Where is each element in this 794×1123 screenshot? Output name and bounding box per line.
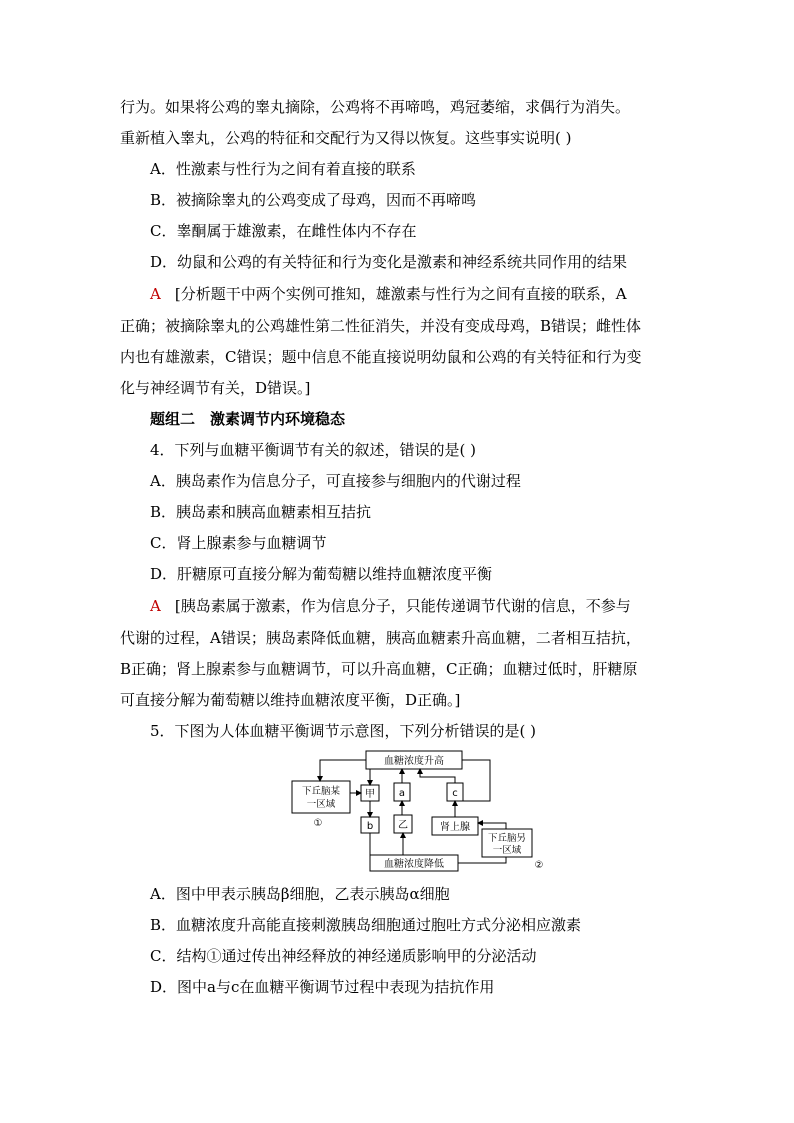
q5-option-b: B．血糖浓度升高能直接刺激胰岛细胞通过胞吐方式分泌相应激素 xyxy=(150,916,582,934)
hyp2-label-1: 下丘脑另 xyxy=(487,833,527,844)
hyp1-label-1: 下丘脑某 xyxy=(301,786,341,797)
q3-option-d: D．幼鼠和公鸡的有关特征和行为变化是激素和神经系统共同作用的结果 xyxy=(150,253,628,271)
b-label: b xyxy=(366,821,374,832)
q3-explanation-line-1 xyxy=(150,284,627,304)
q5-option-d: D．图中a与c在血糖平衡调节过程中表现为拮抗作用 xyxy=(150,978,495,996)
adrenal-label: 肾上腺 xyxy=(440,822,470,833)
q3-explanation-line-3: 内也有雄激素，C错误；题中信息不能直接说明幼鼠和公鸡的有关特征和行为变 xyxy=(120,348,642,366)
bottom-label: 血糖浓度降低 xyxy=(384,859,444,870)
hyp1-label-2: 一区域 xyxy=(306,799,336,810)
q3-stem-line-1: 行为。如果将公鸡的睾丸摘除，公鸡将不再啼鸣，鸡冠萎缩，求偶行为消失。 xyxy=(120,98,631,116)
hyp2-number: ② xyxy=(534,860,544,871)
q3-stem-line-2: 重新植入睾丸，公鸡的特征和交配行为又得以恢复。这些事实说明( ) xyxy=(120,129,572,147)
q3-answer: A xyxy=(150,285,161,303)
a-label: a xyxy=(398,788,406,799)
c-label: c xyxy=(452,788,458,799)
q3-explanation-text: [分析题干中两个实例可推知，雄激素与性行为之间有直接的联系，A xyxy=(174,285,627,303)
q4-option-c: C．肾上腺素参与血糖调节 xyxy=(150,534,327,552)
q4-option-d: D．肝糖原可直接分解为葡萄糖以维持血糖浓度平衡 xyxy=(150,565,493,583)
q5-stem: 5．下图为人体血糖平衡调节示意图，下列分析错误的是( ) xyxy=(150,722,537,740)
q4-explanation-line-2: 代谢的过程，A错误；胰岛素降低血糖，胰高血糖素升高血糖，二者相互拮抗， xyxy=(120,629,641,647)
q3-explanation-line-4: 化与神经调节有关，D错误。] xyxy=(120,379,311,397)
q3-option-b: B．被摘除睾丸的公鸡变成了母鸡，因而不再啼鸣 xyxy=(150,191,477,209)
blood-sugar-regulation-diagram xyxy=(280,745,550,875)
q3-option-c: C．睾酮属于雄激素，在雌性体内不存在 xyxy=(150,222,417,240)
top-label: 血糖浓度升高 xyxy=(384,756,444,767)
yi-label: 乙 xyxy=(398,820,408,831)
q4-stem: 4．下列与血糖平衡调节有关的叙述，错误的是( ) xyxy=(150,441,477,459)
q4-explanation-line-1 xyxy=(150,596,631,616)
jia-label: 甲 xyxy=(365,789,375,800)
group-title: 题组二 激素调节内环境稳态 xyxy=(150,410,346,428)
q4-option-a: A．胰岛素作为信息分子，可直接参与细胞内的代谢过程 xyxy=(150,472,521,490)
q3-option-a: A．性激素与性行为之间有着直接的联系 xyxy=(150,160,416,178)
q4-explanation-line-3: B正确；肾上腺素参与血糖调节，可以升高血糖，C正确；血糖过低时，肝糖原 xyxy=(120,660,638,678)
q5-option-c: C．结构①通过传出神经释放的神经递质影响甲的分泌活动 xyxy=(150,947,537,965)
hyp1-number: ① xyxy=(313,818,323,829)
q5-option-a: A．图中甲表示胰岛β细胞，乙表示胰岛α细胞 xyxy=(150,885,450,903)
q3-explanation-line-2: 正确；被摘除睾丸的公鸡雄性第二性征消失，并没有变成母鸡，B错误；雌性体 xyxy=(120,317,642,335)
hyp2-label-2: 一区域 xyxy=(492,845,522,856)
q4-option-b: B．胰岛素和胰高血糖素相互拮抗 xyxy=(150,503,372,521)
q4-explanation-text: [胰岛素属于激素，作为信息分子，只能传递调节代谢的信息，不参与 xyxy=(174,597,631,615)
q4-answer: A xyxy=(150,597,161,615)
q4-explanation-line-4: 可直接分解为葡萄糖以维持血糖浓度平衡，D正确。] xyxy=(120,691,461,709)
